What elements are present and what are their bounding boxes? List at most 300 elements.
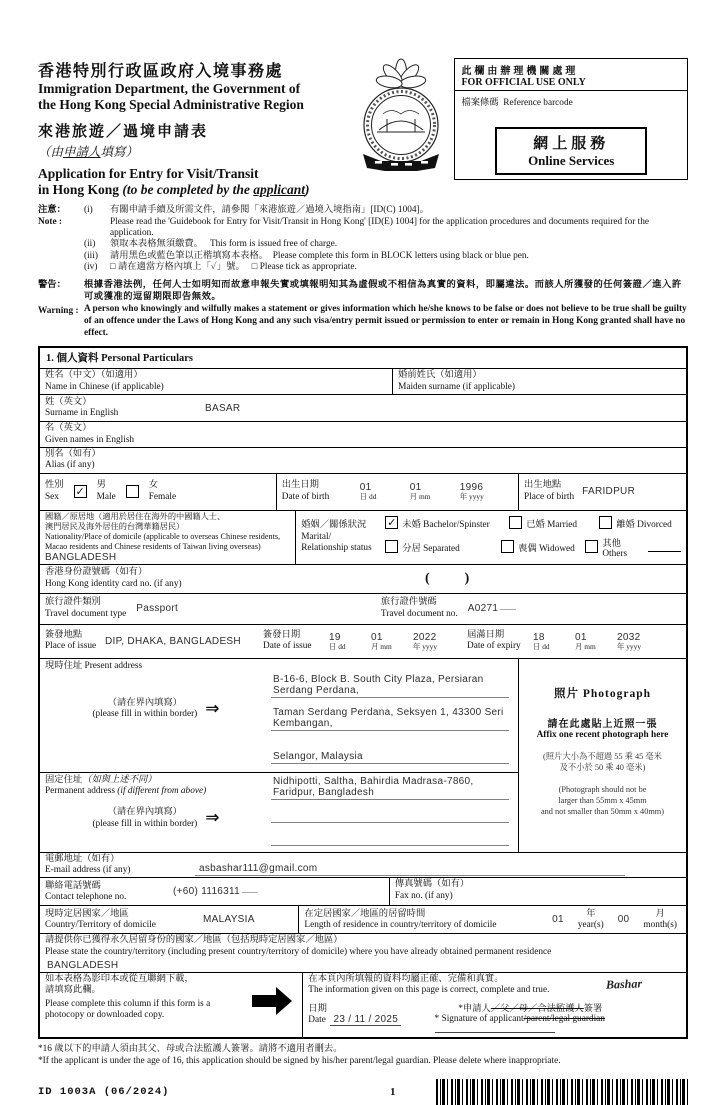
- permanent-address-line1-value: Nidhipotti, Saltha, Bahirdia Madrasa-7860, Faridpur, Bangladesh: [273, 775, 474, 798]
- photo-size-en-line3: and not smaller than 50mm x 40mm): [540, 806, 665, 816]
- footer-barcode: [436, 1079, 688, 1105]
- expiry-month-value: 01: [575, 631, 587, 643]
- dob-label-zh: 出生日期: [281, 480, 319, 491]
- residence-months-label: [643, 909, 677, 932]
- travel-doc-no-label-zh: 旅行證件號碼: [380, 597, 437, 608]
- domicile-cell: [40, 906, 298, 933]
- permanent-address-label-en: Permanent address: [45, 786, 118, 797]
- app-title-applicant-underline: applicant: [253, 182, 306, 198]
- marital-separated-label: [402, 540, 460, 554]
- issue-day-sublabel: 日 dd: [329, 641, 346, 651]
- permanent-fill-note-text: [92, 807, 197, 830]
- permanent-address-label-zh: 固定住址: [45, 774, 83, 785]
- note-item-2-en: This form is issued free of charge.: [209, 239, 338, 250]
- row-addresses-photo: [40, 659, 686, 853]
- form-id: ID 1003A (06/2024): [38, 1085, 170, 1098]
- present-fill-note-zh: （請在界內填寫）: [107, 698, 183, 709]
- dob-day-value[interactable]: 01: [359, 482, 372, 494]
- email-label: [45, 854, 191, 877]
- note-item-1: [84, 205, 688, 239]
- email-label-zh: 電郵地址（如有）: [45, 853, 120, 864]
- online-services-en: Online Services: [528, 153, 615, 168]
- redaction-mark-2: [242, 892, 258, 893]
- row-name-chinese: [40, 369, 686, 395]
- hkid-cell: [40, 565, 686, 593]
- marital-options-row1: [385, 516, 681, 530]
- dob-cell: [276, 474, 518, 510]
- note-item-1-num: (i): [84, 205, 93, 216]
- pob-label-zh: 出生地點: [524, 480, 562, 491]
- present-address-line3[interactable]: [271, 731, 509, 764]
- row-hkid: [40, 565, 686, 594]
- date-of-issue-label: [263, 630, 321, 653]
- note-label-en: Note :: [38, 216, 63, 227]
- form-title-zh: 來港旅遊／過境申請表: [38, 123, 209, 140]
- official-use-header: [455, 59, 687, 91]
- photo-size-zh-line1: (照片大小為不超過 55 乘 45 毫米: [543, 751, 662, 761]
- row-email: [40, 853, 686, 879]
- black-arrow-icon: [252, 987, 292, 1015]
- present-address-left: [45, 661, 267, 770]
- alias-label-zh: 別名（如有）: [45, 449, 101, 460]
- present-fill-note-en: (please fill in within border): [92, 709, 198, 720]
- note-item-3: [84, 251, 688, 263]
- note-item-2-num: (ii): [84, 239, 96, 250]
- footer: [38, 1079, 688, 1105]
- marital-options: [385, 516, 681, 559]
- contact-tel-label-zh: 聯絡電話號碼: [45, 880, 101, 891]
- permanent-address-line3[interactable]: [271, 823, 509, 846]
- marital-option-divorced: [599, 516, 672, 530]
- domicile-label: [45, 909, 195, 932]
- sig-en-pre: * Signature of applicant: [434, 1013, 524, 1024]
- dob-month-sublabel: 月 mm: [409, 492, 431, 502]
- section1-title: 1. 個人資料 Personal Particulars: [46, 353, 193, 365]
- sex-male-en: Male: [96, 491, 116, 502]
- expiry-day[interactable]: [533, 632, 567, 651]
- photocopy-note-zh2: 請填寫此欄。: [45, 985, 101, 996]
- alias-label-en: Alias (if any): [45, 460, 95, 471]
- hkid-label: [45, 567, 295, 590]
- issue-day[interactable]: [329, 632, 363, 651]
- travel-doc-type-label-en: Travel document type: [45, 608, 127, 619]
- fax-label-zh: 傳真號碼（如有）: [394, 879, 470, 890]
- sex-female-label: [149, 480, 176, 503]
- dob-day-sublabel: 日 dd: [359, 492, 377, 502]
- permanent-address-cell: [40, 773, 518, 852]
- permanent-fill-note-zh: （請在界內填寫）: [107, 807, 183, 818]
- email-cell: [40, 853, 686, 878]
- maiden-surname-label-en: Maiden surname (if applicable): [398, 381, 515, 392]
- nationality-label: [45, 512, 290, 552]
- dept-title-zh: 香港特別行政區政府入境事務處: [38, 63, 284, 80]
- marital-divorced-checkbox[interactable]: [599, 516, 612, 529]
- nationality-label-zh1: 國籍／原居地（適用於居住在海外的中國籍人士、: [45, 511, 226, 521]
- warning-section: [38, 279, 688, 339]
- sig-zh-struck: ／父／母／合法監護人: [490, 1003, 584, 1014]
- declaration-zh: 在本頁內所填報的資料均屬正確、完備和真實。: [308, 974, 504, 985]
- photocopy-note-zh1: 如本表格為影印本或從互聯網下載，: [45, 974, 194, 985]
- permanent-address-label-zh-italic: （如與上述不同）: [82, 774, 157, 785]
- contact-tel-label: [45, 881, 163, 904]
- residence-months-en: month(s): [643, 919, 677, 930]
- official-use-box: [454, 58, 688, 180]
- permanent-address-label-en-italic: (if different from above): [117, 786, 207, 797]
- dob-day[interactable]: [360, 482, 396, 501]
- pob-label-en: Place of birth: [524, 491, 575, 502]
- expiry-day-value: 18: [533, 631, 545, 643]
- photocopy-note-cell: [40, 973, 302, 1037]
- warning-label: [38, 279, 84, 339]
- sig-zh-post: 簽署: [583, 1003, 603, 1014]
- marital-bachelor-checkbox[interactable]: ✓: [387, 516, 397, 530]
- contact-tel-field[interactable]: [173, 886, 258, 897]
- footnote-zh: *16 歲以下的申請人須由其父、母或合法監護人簽署。請將不適用者刪去。: [38, 1043, 343, 1054]
- issue-month[interactable]: [371, 632, 405, 651]
- fax-cell[interactable]: [389, 878, 686, 905]
- form-title-zh-note: [38, 142, 347, 160]
- place-of-issue-label-en: Place of issue: [45, 641, 97, 652]
- row-issue-expiry: [40, 625, 686, 659]
- present-address-line2[interactable]: [271, 698, 509, 731]
- official-use-en: FOR OFFICIAL USE ONLY: [461, 77, 586, 88]
- row-given-names: [40, 422, 686, 448]
- surname-label: [45, 397, 205, 420]
- dob-label-en: Date of birth: [281, 491, 330, 502]
- marital-bachelor-zh: 未婚: [402, 519, 421, 530]
- note-item-4-num: (iv): [84, 262, 98, 273]
- dob-year[interactable]: [460, 482, 512, 501]
- app-title-italic: (to be completed by the: [122, 182, 254, 198]
- hkid-field[interactable]: ( ): [425, 570, 470, 586]
- warning-body: [84, 279, 688, 339]
- row-alias: [40, 448, 686, 474]
- app-title-line1: Application for Entry for Visit/Transit: [38, 165, 259, 181]
- dob-label: [282, 480, 346, 503]
- note-item-2: [84, 239, 688, 251]
- pob-cell: [518, 474, 686, 510]
- present-address-line1[interactable]: [271, 665, 509, 698]
- present-address-cell: [40, 659, 518, 773]
- header: [38, 58, 688, 198]
- app-title-line2: [38, 182, 347, 198]
- travel-doc-type-label: [45, 597, 126, 620]
- surname-cell: [40, 395, 686, 421]
- permanent-address-line2[interactable]: [271, 800, 509, 823]
- photo-affix-en: Affix one recent photograph here: [536, 729, 669, 740]
- note-item-2-zh: 領取本表格無須繳費。: [110, 239, 203, 250]
- residence-length-label: [304, 909, 538, 932]
- permanent-fill-note-en: (please fill in within border): [92, 818, 198, 829]
- reference-barcode-en: Reference barcode: [503, 98, 573, 108]
- note-item-3-en: Please complete this form in BLOCK letters using black or blue pen.: [272, 250, 529, 261]
- marital-married-en: Married: [547, 519, 578, 530]
- row-travel-doc: [40, 594, 686, 625]
- date-group: [308, 1014, 434, 1036]
- date-of-expiry-label: [467, 630, 525, 653]
- page-number: 1: [390, 1085, 396, 1098]
- footnote: [38, 1043, 688, 1067]
- app-title-pre: in Hong Kong: [38, 182, 123, 198]
- note-item-4-en: □ Please tick as appropriate.: [251, 262, 357, 273]
- warning-label-zh: 警告：: [38, 280, 66, 291]
- residence-months-field[interactable]: 00: [617, 914, 630, 926]
- row-sex-dob-pob: [40, 474, 686, 511]
- dept-title-en-1: Immigration Department, the Government of: [38, 81, 301, 96]
- fill-arrow-icon: ⇒: [205, 698, 220, 719]
- marital-label-zh: 婚姻／關係狀況: [301, 520, 367, 531]
- photo-title: 照片 Photograph: [553, 687, 652, 700]
- sig-en-struck: /parent/legal guardian: [523, 1013, 605, 1024]
- photo-size-zh: [525, 752, 680, 774]
- issue-expiry-cell: [40, 625, 686, 658]
- expiry-day-sublabel: 日 dd: [533, 641, 550, 651]
- date-field[interactable]: 23 / 11 / 2025: [330, 1014, 401, 1026]
- residence-length-label-en: Length of residence in country/territory of domicile: [304, 919, 497, 930]
- sex-female-en: Female: [148, 491, 177, 502]
- place-of-issue-field[interactable]: DIP, DHAKA, BANGLADESH: [105, 635, 241, 647]
- declaration-en: The information given on this page is correct, complete and true.: [308, 985, 550, 996]
- reference-barcode-zh: 檔案條碼: [461, 98, 499, 108]
- note-item-3-body: [110, 251, 688, 263]
- surname-label-zh: 姓（英文）: [45, 397, 92, 408]
- sex-label-zh: 性別: [45, 480, 64, 491]
- place-of-issue-label: [45, 630, 97, 653]
- domicile-field[interactable]: MALAYSIA: [203, 914, 255, 926]
- marital-option-others: [585, 535, 681, 559]
- name-chinese-label-en: Name in Chinese (if applicable): [45, 381, 164, 392]
- note-items: [84, 205, 688, 274]
- immigration-dept-emblem: [347, 58, 454, 198]
- personal-particulars-table: [38, 346, 688, 1038]
- photocopy-note-en1: Please complete this column if this form is a: [45, 998, 211, 1009]
- dob-month-value[interactable]: 01: [409, 482, 422, 494]
- marital-others-field[interactable]: [648, 542, 681, 552]
- sex-label-en: Sex: [45, 491, 59, 502]
- note-section: [38, 205, 688, 274]
- marital-divorced-label: [616, 516, 672, 530]
- app-title-end: ): [305, 182, 310, 198]
- issue-year-sublabel: 年 yyyy: [413, 641, 438, 651]
- residence-years-en: year(s): [577, 919, 604, 930]
- domicile-label-en: Country/Territory of domicile: [45, 919, 156, 930]
- marital-option-widowed: [501, 535, 579, 559]
- marital-label-en2: Relationship status: [301, 542, 372, 553]
- note-item-3-zh: 請用黑色或藍色筆以正楷填寫本表格。: [110, 250, 269, 261]
- present-address-label-zh: 現時住址: [45, 660, 83, 671]
- photograph-box: [518, 659, 686, 852]
- permanent-residence-cell: [40, 934, 686, 972]
- residence-years-label: [578, 909, 604, 932]
- present-address-line1-value: B-16-6, Block B. South City Plaza, Persiaran Serdang Perdana,: [273, 673, 484, 696]
- nationality-label-en2: Macao residents and Chinese residents of Taiwan living overseas): [45, 541, 261, 551]
- marital-option-separated: [385, 535, 495, 559]
- marital-widowed-en: Widowed: [539, 543, 575, 554]
- issue-day-value: 19: [329, 631, 341, 643]
- warning-text-zh: 根據香港法例，任何人士如明知而故意申報失實或填報明知其為虛假或不相信為真實的資料，即屬違法。而該人所獲發的任何簽證／進入許可或獲准的逗留期限即告無效。: [84, 280, 682, 303]
- note-applicant-underline: 申請人: [63, 144, 101, 159]
- maiden-surname-cell[interactable]: [392, 369, 686, 394]
- online-services-zh: 網上服務: [533, 136, 610, 152]
- signature-field[interactable]: Bashar: [605, 976, 643, 992]
- marital-married-zh: 已婚: [526, 519, 545, 530]
- given-names-cell[interactable]: [40, 422, 686, 447]
- expiry-month[interactable]: [575, 632, 609, 651]
- name-chinese-label-zh: 姓名（中文）（如適用）: [45, 370, 143, 381]
- marital-married-checkbox[interactable]: [509, 516, 522, 529]
- marital-others-en: Others: [602, 548, 628, 559]
- note-post: 填寫）: [100, 144, 139, 159]
- contact-tel-label-en: Contact telephone no.: [45, 891, 127, 902]
- nationality-label-zh2: 澳門居民及海外居住的台灣華籍居民）: [45, 521, 185, 531]
- travel-doc-no-cell: [376, 594, 686, 624]
- date-of-issue-label-zh: 簽發日期: [263, 629, 301, 640]
- dob-year-value[interactable]: 1996: [459, 482, 484, 494]
- dob-month[interactable]: [410, 482, 446, 501]
- present-address-lines: [267, 661, 513, 770]
- sex-male-checkbox[interactable]: ✓: [75, 485, 85, 499]
- permanent-residence-field[interactable]: BANGLADESH: [47, 960, 119, 972]
- nationality-field[interactable]: BANGLADESH: [45, 551, 117, 563]
- photo-size-en-line2: larger than 55mm x 45mm: [558, 796, 647, 806]
- sig-label-en-line: [308, 1014, 681, 1036]
- warning-label-en: Warning :: [38, 306, 79, 317]
- alias-cell[interactable]: [40, 448, 686, 473]
- sig-label-zh-line: [308, 1000, 681, 1014]
- row-permanent-residence: [40, 934, 686, 973]
- marital-married-label: [526, 516, 577, 530]
- warning-text-en: A person who knowingly and wilfully makes a statement or gives information which he/she knows to be false or does not believe to be true shall be guilty of an offence under the Laws of Hong Kong and any such visa/entry permit issued or permission to enter or remain in Hong Kong granted shall have no effect.: [84, 304, 687, 339]
- residence-months-zh: 月: [655, 908, 665, 919]
- pob-label: [524, 480, 574, 503]
- residence-length-label-zh: 在定居國家／地區的居留時間: [304, 908, 426, 919]
- travel-doc-type-field[interactable]: Passport: [136, 603, 179, 615]
- marital-others-label: [602, 535, 644, 559]
- issue-year-value: 2022: [413, 631, 437, 643]
- sex-cell: [40, 474, 276, 510]
- travel-doc-type-label-zh: 旅行證件類別: [45, 597, 101, 608]
- email-label-en: E-mail address (if any): [45, 865, 131, 876]
- contact-tel-value: (+60) 1116311: [173, 886, 241, 898]
- permanent-address-left: [45, 775, 267, 850]
- date-label-en: Date: [308, 1014, 326, 1025]
- row-surname: [40, 395, 686, 422]
- travel-doc-no-value: A0271: [467, 603, 499, 615]
- reference-barcode-label: [455, 91, 687, 111]
- present-address-label-en: Present address: [84, 660, 143, 671]
- present-fill-note: [45, 698, 267, 721]
- pob-field[interactable]: FARIDPUR: [582, 486, 636, 498]
- travel-doc-no-field[interactable]: [468, 603, 516, 614]
- travel-doc-no-label: [381, 597, 458, 620]
- dept-title-en-2: the Hong Kong Special Administrative Region: [38, 96, 304, 112]
- note-item-1-en: Please read the 'Guidebook for Entry for Visit/Transit in Hong Kong' [ID(E) 1004] for the application procedures and documents required for the application.: [110, 216, 650, 238]
- photo-affix-zh: 請在此處貼上近照一張: [547, 718, 658, 730]
- marital-separated-checkbox[interactable]: [385, 540, 398, 553]
- marital-option-bachelor: [385, 516, 503, 530]
- sig-label-en: [435, 1014, 681, 1036]
- signature-line[interactable]: [435, 1024, 555, 1033]
- date-of-expiry-label-en: Date of expiry: [467, 641, 521, 652]
- nationality-label-en1: Nationality/Place of domicile (applicable to overseas Chinese residents,: [45, 531, 281, 541]
- name-chinese-cell[interactable]: [40, 369, 392, 394]
- online-services-badge[interactable]: [495, 127, 647, 175]
- marital-others-zh: 其他: [602, 538, 621, 549]
- given-names-label-zh: 名（英文）: [45, 423, 92, 434]
- permanent-address-label: [45, 775, 267, 798]
- email-field[interactable]: asbashar111@gmail.com: [195, 863, 625, 876]
- note-item-4: [84, 262, 688, 274]
- present-address-line3-value: Selangor, Malaysia: [273, 750, 363, 762]
- note-label-zh: 注意：: [38, 205, 66, 216]
- domicile-label-zh: 現時定居國家／地區: [45, 908, 129, 919]
- date-of-issue-label-en: Date of issue: [263, 641, 312, 652]
- residence-years-zh: 年: [586, 908, 596, 919]
- row-domicile: [40, 906, 686, 934]
- header-titles: [38, 58, 347, 198]
- row-nationality-marital: [40, 511, 686, 565]
- sex-female-zh: 女: [148, 480, 159, 491]
- marital-separated-en: Separated: [423, 543, 460, 554]
- expiry-year-value: 2032: [617, 631, 641, 643]
- sig-label-zh: [458, 1000, 602, 1014]
- sex-female-checkbox[interactable]: [126, 485, 139, 498]
- marital-label-en1: Marital/: [301, 531, 332, 542]
- expiry-year[interactable]: [617, 632, 661, 651]
- date-of-expiry-label-zh: 屆滿日期: [467, 629, 505, 640]
- row-tel-fax: [40, 878, 686, 906]
- photo-size-en-line1: (Photograph should not be: [558, 785, 647, 795]
- issue-year[interactable]: [413, 632, 459, 651]
- present-address-line2-value: Taman Serdang Perdana, Seksyen 1, 43300 Seri Kembangan,: [273, 706, 504, 729]
- dob-year-sublabel: 年 yyyy: [459, 492, 484, 502]
- residence-years-field[interactable]: 01: [552, 914, 564, 926]
- sex-male-zh: 男: [96, 480, 106, 491]
- present-address-label: [45, 661, 267, 672]
- address-column: [40, 659, 518, 852]
- marital-divorced-en: Divorced: [637, 519, 672, 530]
- marital-widowed-checkbox[interactable]: [501, 540, 514, 553]
- permanent-fill-note: [45, 807, 267, 830]
- note-label: [38, 205, 84, 274]
- issue-month-value: 01: [371, 631, 383, 643]
- surname-field[interactable]: BASAR: [205, 402, 241, 414]
- fill-arrow-icon-2: ⇒: [205, 808, 220, 829]
- note-item-3-num: (iii): [84, 250, 98, 261]
- place-of-issue-label-zh: 簽發地點: [45, 629, 83, 640]
- note-item-1-zh: 有關申請手續及所需文件，請參閱「來港旅遊／過境入境指南」[ID(C) 1004]。: [110, 205, 429, 216]
- permanent-address-lines: [267, 775, 513, 850]
- marital-separated-zh: 分居: [402, 543, 421, 554]
- sig-zh-pre: *申請人: [458, 1003, 491, 1014]
- hkid-label-zh: 香港身份證號碼（如有）: [45, 567, 148, 578]
- note-item-4-body: [110, 262, 688, 274]
- note-item-4-zh: □ 請在適當方格內填上「✓」號。: [110, 262, 245, 273]
- marital-others-checkbox[interactable]: [585, 540, 598, 553]
- note-item-2-body: [110, 239, 688, 251]
- marital-label: [301, 520, 385, 554]
- note-item-1-body: [110, 205, 688, 239]
- marital-widowed-label: [518, 540, 575, 554]
- expiry-year-sublabel: 年 yyyy: [617, 641, 642, 651]
- photo-size-zh-line2: 及不小於 50 乘 40 毫米): [559, 762, 646, 772]
- issue-month-sublabel: 月 mm: [371, 641, 392, 651]
- travel-doc-type-cell: [40, 594, 376, 624]
- redaction-mark: [500, 609, 516, 610]
- section1-header-row: [40, 348, 686, 369]
- marital-option-married: [509, 516, 593, 530]
- permanent-address-line1[interactable]: [271, 777, 509, 800]
